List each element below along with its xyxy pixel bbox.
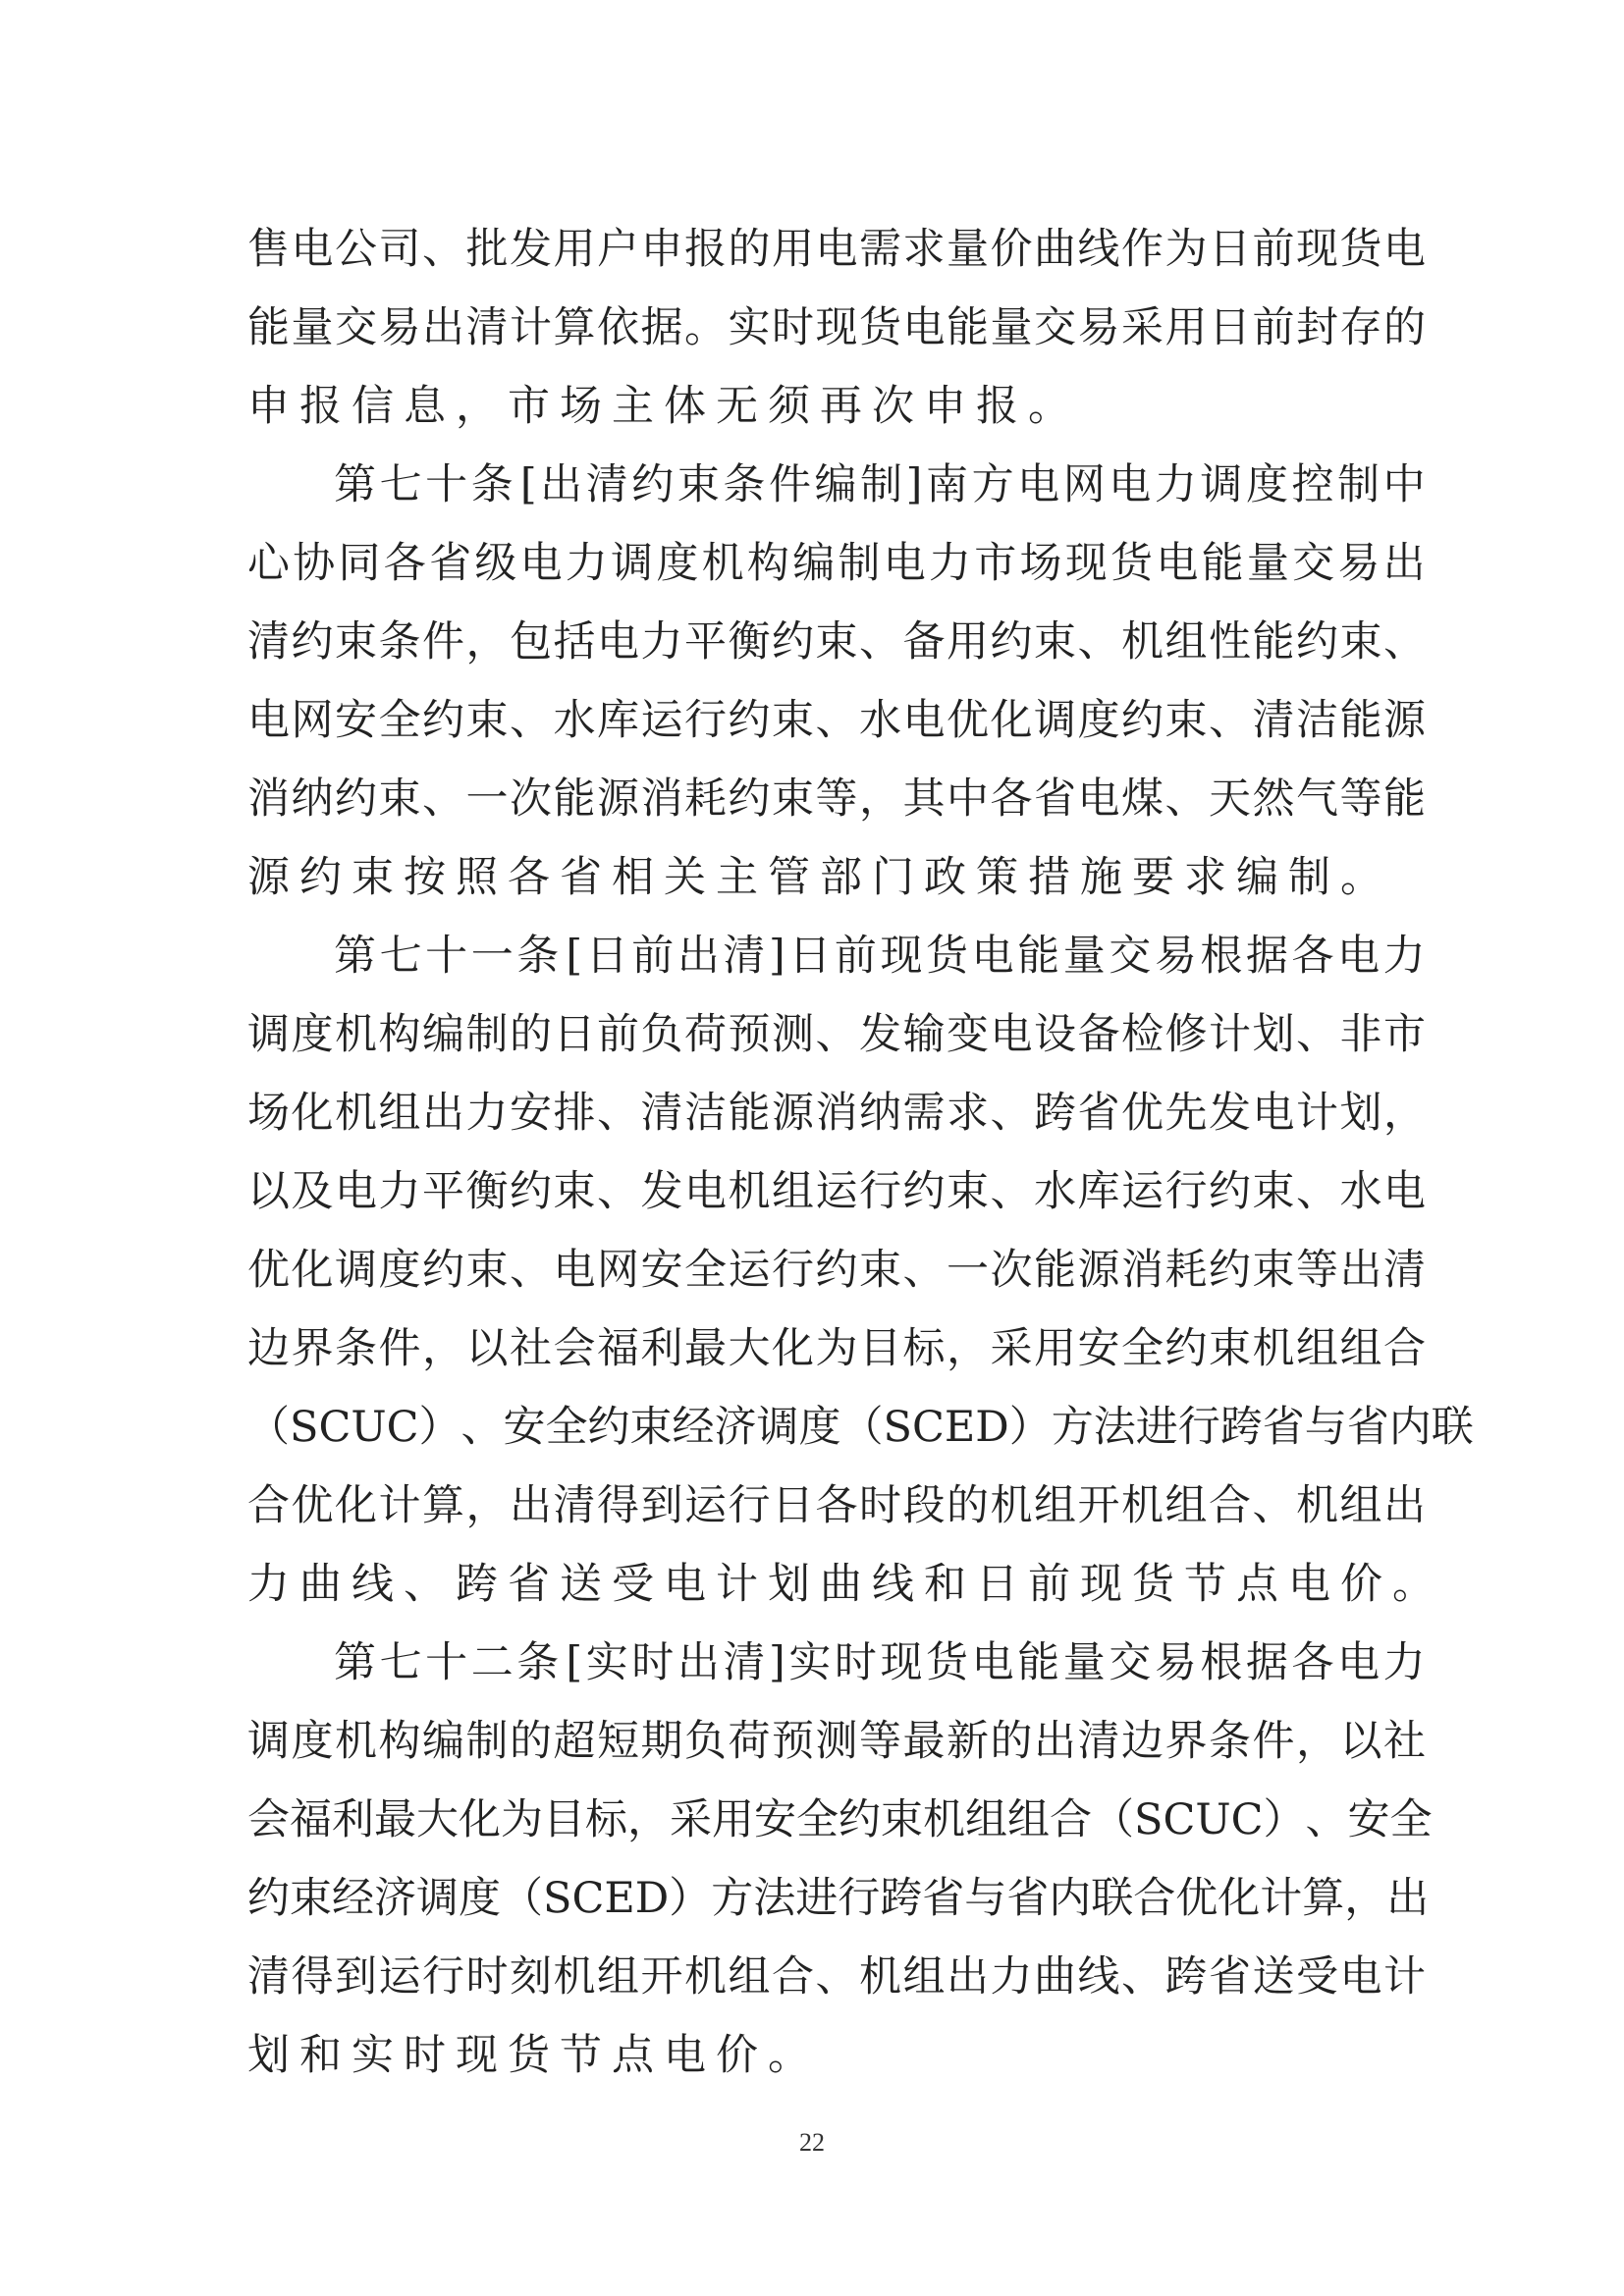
text-line: 场 化 机 组 出 力 安 排 、 清 洁 能 源 消 纳 需 求 、 跨 省 优 先 发 电 计 划 ， [247,1089,1426,1138]
text-line: 售 电 公 司 、 批 发 用 户 申 报 的 用 电 需 求 量 价 曲 线 作 为 日 前 现 货 电 [247,225,1426,274]
text-line: 源约束按照各省相关主管部门政策措施要求编制。 [247,853,1392,902]
text-line: 电 网 安 全 约 束 、 水 库 运 行 约 束 、 水 电 优 化 调 度 约 束 、 清 洁 能 源 [247,696,1426,745]
text-line: 会 福 利 最 大 化 为 目 标 ， 采 用 安 全 约 束 机 组 组 合 （ S C U C ） 、 安 全 [247,1795,1433,1844]
text-line: 合 优 化 计 算 ， 出 清 得 到 运 行 日 各 时 段 的 机 组 开 机 组 合 、 机 组 出 [247,1481,1426,1530]
text-line: 边 界 条 件 ， 以 社 会 福 利 最 大 化 为 目 标 ， 采 用 安 全 约 束 机 组 组 合 [247,1324,1426,1373]
text-line: 能 量 交 易 出 清 计 算 依 据 。 实 时 现 货 电 能 量 交 易 采 用 日 前 封 存 的 [247,303,1426,352]
text-line: 优 化 调 度 约 束 、 电 网 安 全 运 行 约 束 、 一 次 能 源 消 耗 约 束 等 出 清 [247,1246,1426,1295]
text-line: 清 得 到 运 行 时 刻 机 组 开 机 组 合 、 机 组 出 力 曲 线 、 跨 省 送 受 电 计 [247,1952,1426,2002]
text-line: 以 及 电 力 平 衡 约 束 、 发 电 机 组 运 行 约 束 、 水 库 运 行 约 束 、 水 电 [247,1167,1426,1216]
text-line: 力曲线、跨省送受电计划曲线和日前现货节点电价。 [247,1560,1444,1609]
text-line: 划和实时现货节点电价。 [247,2031,820,2080]
article-71-heading-line: 第 七 十 一 条 [ 日 前 出 清 ] 日 前 现 货 电 能 量 交 易 根 据 各 电 力 [334,932,1426,981]
article-70-heading-line: 第 七 十 条 [ 出 清 约 束 条 件 编 制 ] 南 方 电 网 电 力 调 度 控 制 中 [334,460,1426,509]
text-line: 调 度 机 构 编 制 的 超 短 期 负 荷 预 测 等 最 新 的 出 清 边 界 条 件 ， 以 社 [247,1717,1426,1766]
article-72-heading-line: 第 七 十 二 条 [ 实 时 出 清 ] 实 时 现 货 电 能 量 交 易 根 据 各 电 力 [334,1638,1426,1687]
body-text [247,210,1474,2095]
text-line: 清 约 束 条 件 ， 包 括 电 力 平 衡 约 束 、 备 用 约 束 、 机 组 性 能 约 束 、 [247,617,1426,667]
text-line: 消 纳 约 束 、 一 次 能 源 消 耗 约 束 等 ， 其 中 各 省 电 煤 、 天 然 气 等 能 [247,774,1426,824]
text-line: 约 束 经 济 调 度 （ S C E D ） 方 法 进 行 跨 省 与 省 内 联 合 优 化 计 算 ， 出 [247,1874,1430,1923]
text-line: 心 协 同 各 省 级 电 力 调 度 机 构 编 制 电 力 市 场 现 货 电 能 量 交 易 出 [247,539,1426,588]
page-number: 22 [799,2128,825,2157]
text-line: 申报信息，市场主体无须再次申报。 [247,382,1080,431]
text-line: 调 度 机 构 编 制 的 日 前 负 荷 预 测 、 发 输 变 电 设 备 检 修 计 划 、 非 市 [247,1010,1426,1059]
text-line: （ S C U C ） 、 安 全 约 束 经 济 调 度 （ S C E D ） 方 法 进 行 跨 省 与 省 内 联 [247,1403,1474,1452]
